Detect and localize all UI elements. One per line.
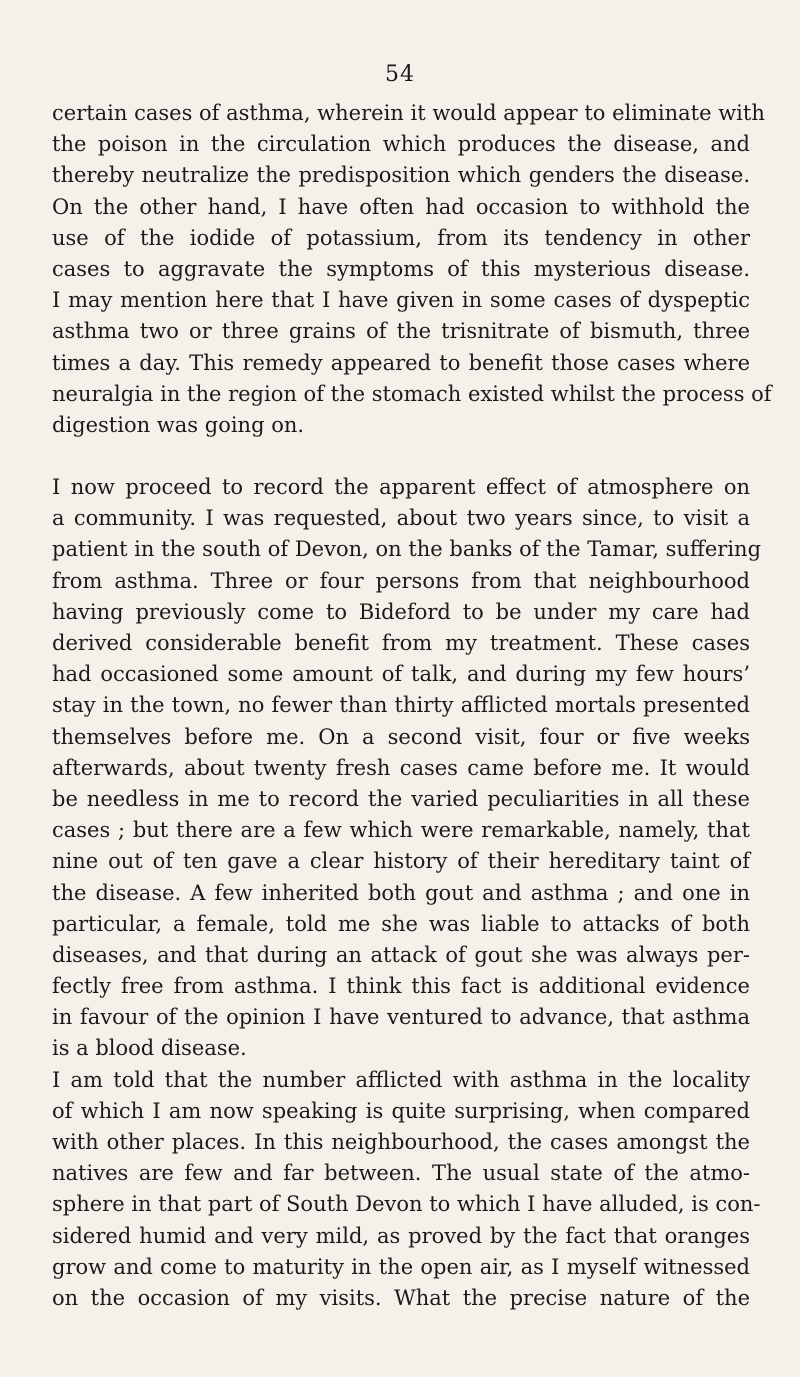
text-line: sidered humid and very mild, as proved by the fact that oranges	[52, 1223, 750, 1248]
text-line: had occasioned some amount of talk, and during my few hours’	[52, 662, 750, 687]
text-line: derived considerable benefit from my treatment. These cases	[52, 631, 750, 655]
text-line: digestion was going on.	[52, 412, 305, 437]
text-line: natives are few and far between. The usual state of the atmo-	[52, 1161, 750, 1186]
text-line: fectly free from asthma. I think this fact is additional evidence	[52, 974, 750, 999]
text-line: On the other hand, I have often had occasion to withhold the	[52, 194, 750, 219]
text-line: particular, a female, told me she was liable to attacks of both	[52, 911, 750, 936]
text-line: is a blood disease.	[52, 1036, 247, 1061]
text-line: themselves before me. On a second visit, four or five weeks	[52, 724, 750, 749]
text-line: cases ; but there are a few which were remarkable, namely, that	[52, 818, 750, 843]
paragraph-1	[52, 98, 772, 441]
body-text	[52, 98, 772, 1314]
text-line: asthma two or three grains of the trisnitrate of bismuth, three	[52, 319, 750, 344]
text-line: the poison in the circulation which produces the disease, and	[52, 132, 750, 157]
text-line: a community. I was requested, about two years since, to visit a	[52, 506, 750, 531]
text-line: grow and come to maturity in the open air, as I myself witnessed	[52, 1254, 750, 1279]
text-line: on the occasion of my visits. What the precise nature of the	[52, 1285, 750, 1310]
text-line: nine out of ten gave a clear history of their hereditary taint of	[52, 849, 750, 874]
text-line: of which I am now speaking is quite surprising, when compared	[52, 1098, 750, 1123]
page-number: 54	[385, 62, 415, 87]
text-line: certain cases of asthma, wherein it would appear to eliminate with	[52, 101, 765, 125]
text-line: diseases, and that during an attack of gout she was always per-	[52, 942, 750, 967]
paragraph-spacer	[52, 441, 750, 472]
text-line: sphere in that part of South Devon to which I have alluded, is con-	[52, 1192, 761, 1217]
text-line: the disease. A few inherited both gout and asthma ; and one in	[52, 880, 750, 905]
text-line: thereby neutralize the predisposition which genders the disease.	[52, 163, 750, 188]
text-line: in favour of the opinion I have ventured to advance, that asthma	[52, 1005, 750, 1030]
text-line: cases to aggravate the symptoms of this mysterious disease.	[52, 256, 750, 281]
text-line: I am told that the number afflicted with asthma in the locality	[52, 1067, 750, 1092]
text-line: be needless in me to record the varied peculiarities in all these	[52, 786, 750, 811]
text-line: patient in the south of Devon, on the banks of the Tamar, suffering	[52, 537, 762, 562]
text-line: I now proceed to record the apparent effect of atmosphere on	[52, 475, 750, 500]
paragraph-2	[52, 472, 762, 1065]
text-line: times a day. This remedy appeared to benefit those cases where	[52, 350, 750, 375]
text-line: having previously come to Bideford to be under my care had	[52, 599, 750, 624]
text-line: I may mention here that I have given in some cases of dyspeptic	[52, 288, 750, 313]
text-line: from asthma. Three or four persons from that neighbourhood	[52, 568, 750, 593]
text-line: with other places. In this neighbourhood, the cases amongst the	[52, 1130, 750, 1154]
paragraph-3	[52, 1065, 761, 1315]
text-line: use of the iodide of potassium, from its tendency in other	[52, 225, 750, 250]
text-line: afterwards, about twenty fresh cases came before me. It would	[52, 755, 750, 780]
text-line: stay in the town, no fewer than thirty afflicted mortals presented	[52, 693, 750, 718]
text-line: neuralgia in the region of the stomach existed whilst the process of	[52, 381, 772, 406]
